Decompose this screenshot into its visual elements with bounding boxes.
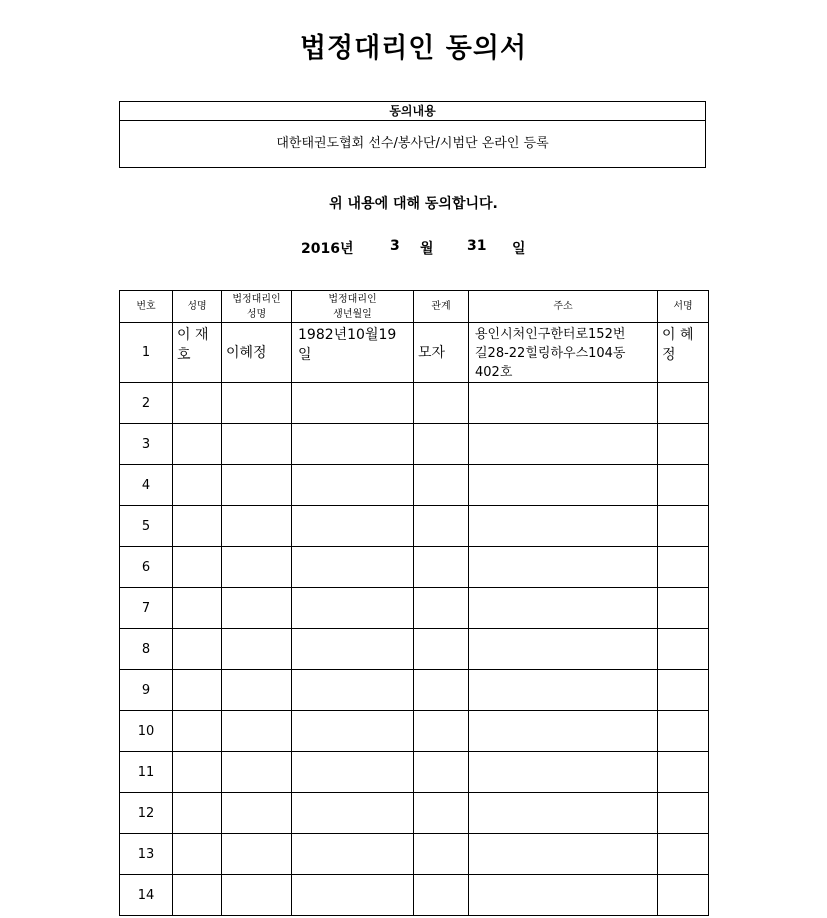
consent-content: 대한태권도협회 선수/봉사단/시범단 온라인 등록 — [276, 136, 549, 151]
row-address — [469, 323, 658, 383]
row-guardian-name-text: 이혜정 — [226, 344, 267, 361]
row-relation — [414, 323, 469, 383]
row-number: 4 — [120, 465, 173, 506]
row-name[interactable] — [173, 465, 222, 506]
row-relation[interactable] — [414, 834, 469, 875]
row-guardian-name[interactable] — [222, 875, 292, 916]
row-address[interactable] — [469, 588, 658, 629]
table-row — [120, 834, 709, 875]
row-guardian-birth[interactable] — [292, 506, 414, 547]
row-signature — [658, 323, 709, 383]
row-guardian-birth[interactable] — [292, 547, 414, 588]
header-name: 성명 — [173, 291, 222, 323]
row-guardian-birth[interactable] — [292, 793, 414, 834]
row-signature[interactable] — [658, 424, 709, 465]
row-name[interactable] — [173, 834, 222, 875]
row-name[interactable] — [173, 383, 222, 424]
row-guardian-name[interactable] — [222, 465, 292, 506]
row-name[interactable] — [173, 793, 222, 834]
row-guardian-birth[interactable] — [292, 383, 414, 424]
date-month: 3 — [390, 238, 400, 254]
header-guardian-birth — [292, 291, 414, 323]
row-address[interactable] — [469, 793, 658, 834]
row-address[interactable] — [469, 875, 658, 916]
row-guardian-name[interactable] — [222, 383, 292, 424]
row-guardian-name[interactable] — [222, 793, 292, 834]
row-name[interactable] — [173, 506, 222, 547]
row-signature[interactable] — [658, 834, 709, 875]
table-row — [120, 588, 709, 629]
row-guardian-birth-text: 1982년10월19 일 — [298, 327, 397, 363]
row-relation[interactable] — [414, 793, 469, 834]
row-guardian-name[interactable] — [222, 424, 292, 465]
row-address[interactable] — [469, 506, 658, 547]
row-name[interactable] — [173, 752, 222, 793]
row-guardian-name[interactable] — [222, 506, 292, 547]
table-header-row — [120, 291, 709, 323]
row-signature[interactable] — [658, 383, 709, 424]
row-relation[interactable] — [414, 670, 469, 711]
header-guardian-name — [222, 291, 292, 323]
row-signature[interactable] — [658, 465, 709, 506]
row-number: 3 — [120, 424, 173, 465]
row-address[interactable] — [469, 752, 658, 793]
row-signature[interactable] — [658, 506, 709, 547]
row-guardian-name[interactable] — [222, 629, 292, 670]
row-name-text: 이 재 호 — [177, 327, 209, 363]
row-number: 10 — [120, 711, 173, 752]
row-number: 2 — [120, 383, 173, 424]
row-address[interactable] — [469, 465, 658, 506]
row-guardian-name[interactable] — [222, 711, 292, 752]
row-guardian-name[interactable] — [222, 588, 292, 629]
header-signature: 서명 — [658, 291, 709, 323]
row-number: 11 — [120, 752, 173, 793]
row-relation[interactable] — [414, 711, 469, 752]
row-signature-text: 이 혜 정 — [662, 327, 694, 363]
row-name[interactable] — [173, 629, 222, 670]
row-guardian-name[interactable] — [222, 547, 292, 588]
row-number: 14 — [120, 875, 173, 916]
row-name[interactable] — [173, 424, 222, 465]
row-guardian-birth[interactable] — [292, 752, 414, 793]
row-relation[interactable] — [414, 875, 469, 916]
row-name[interactable] — [173, 670, 222, 711]
row-signature[interactable] — [658, 588, 709, 629]
row-relation[interactable] — [414, 752, 469, 793]
row-guardian-name — [222, 323, 292, 383]
row-guardian-birth[interactable] — [292, 588, 414, 629]
row-signature[interactable] — [658, 711, 709, 752]
table-row — [120, 793, 709, 834]
row-signature[interactable] — [658, 547, 709, 588]
header-guardian-name-line1: 법정대리인 — [232, 293, 281, 305]
row-relation[interactable] — [414, 465, 469, 506]
row-address-text: 용인시처인구한터로152번 길28-22힐링하우스104동 402호 — [475, 327, 626, 380]
row-name[interactable] — [173, 588, 222, 629]
row-relation[interactable] — [414, 547, 469, 588]
row-number: 6 — [120, 547, 173, 588]
header-address: 주소 — [469, 291, 658, 323]
row-signature[interactable] — [658, 670, 709, 711]
row-number: 13 — [120, 834, 173, 875]
row-number: 5 — [120, 506, 173, 547]
header-number: 번호 — [120, 291, 173, 323]
table-row — [120, 629, 709, 670]
agree-statement: 위 내용에 대해 동의합니다. — [329, 196, 498, 212]
row-address[interactable] — [469, 711, 658, 752]
row-signature[interactable] — [658, 629, 709, 670]
row-relation[interactable] — [414, 383, 469, 424]
table-row — [120, 323, 709, 383]
row-guardian-name[interactable] — [222, 670, 292, 711]
row-guardian-name[interactable] — [222, 752, 292, 793]
row-address[interactable] — [469, 834, 658, 875]
table-row — [120, 547, 709, 588]
date-year: 2016년 — [301, 241, 354, 257]
row-relation[interactable] — [414, 588, 469, 629]
header-guardian-birth-line1: 법정대리인 — [328, 293, 377, 305]
date-day-unit: 일 — [512, 241, 526, 257]
row-number: 12 — [120, 793, 173, 834]
row-signature[interactable] — [658, 793, 709, 834]
row-guardian-birth[interactable] — [292, 629, 414, 670]
row-address[interactable] — [469, 383, 658, 424]
document-title: 법정대리인 동의서 — [299, 33, 528, 64]
date-day: 31 — [467, 238, 487, 254]
date-month-unit: 월 — [420, 241, 434, 257]
row-guardian-birth[interactable] — [292, 875, 414, 916]
header-relation: 관계 — [414, 291, 469, 323]
row-name — [173, 323, 222, 383]
table-row — [120, 506, 709, 547]
row-address[interactable] — [469, 629, 658, 670]
row-relation[interactable] — [414, 506, 469, 547]
row-name[interactable] — [173, 711, 222, 752]
row-guardian-birth[interactable] — [292, 424, 414, 465]
row-address[interactable] — [469, 670, 658, 711]
row-guardian-birth[interactable] — [292, 670, 414, 711]
row-guardian-birth[interactable] — [292, 834, 414, 875]
row-number: 9 — [120, 670, 173, 711]
table-row — [120, 465, 709, 506]
table-row — [120, 875, 709, 916]
row-name[interactable] — [173, 875, 222, 916]
row-number: 8 — [120, 629, 173, 670]
table-row — [120, 711, 709, 752]
row-signature[interactable] — [658, 875, 709, 916]
row-guardian-birth[interactable] — [292, 465, 414, 506]
row-number: 7 — [120, 588, 173, 629]
row-guardian-name[interactable] — [222, 834, 292, 875]
row-name[interactable] — [173, 547, 222, 588]
row-relation-text: 모자 — [418, 344, 446, 361]
row-guardian-birth[interactable] — [292, 711, 414, 752]
row-address[interactable] — [469, 424, 658, 465]
table-row — [120, 424, 709, 465]
consent-box — [119, 101, 706, 168]
row-relation[interactable] — [414, 424, 469, 465]
header-guardian-name-line2: 성명 — [246, 308, 267, 320]
consent-header: 동의내용 — [120, 102, 705, 121]
row-number: 1 — [120, 323, 173, 383]
table-row — [120, 752, 709, 793]
header-guardian-birth-line2: 생년월일 — [333, 308, 372, 320]
table-row — [120, 383, 709, 424]
row-address[interactable] — [469, 547, 658, 588]
row-signature[interactable] — [658, 752, 709, 793]
guardian-table — [119, 290, 709, 916]
table-row — [120, 670, 709, 711]
row-relation[interactable] — [414, 629, 469, 670]
row-guardian-birth — [292, 323, 414, 383]
